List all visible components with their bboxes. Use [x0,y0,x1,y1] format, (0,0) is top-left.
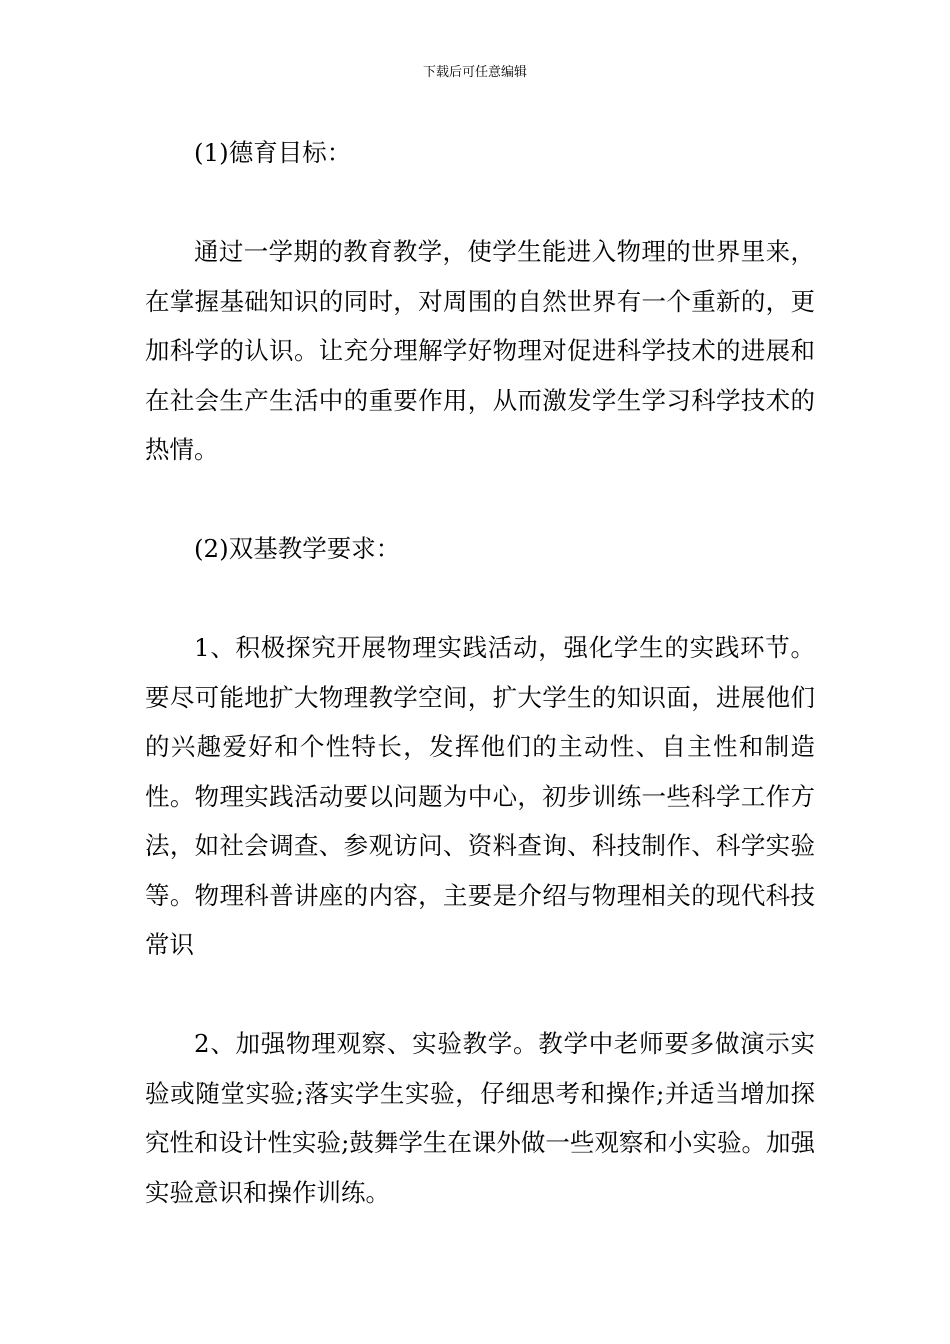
page-header: 下载后可任意编辑 [422,65,527,80]
spacer [145,970,815,1020]
moral-goal-paragraph: 通过一学期的教育教学，使学生能进入物理的世界里来，在掌握基础知识的同时，对周围的自然世界有一个重新的，更加科学的认识。让充分理解学好物理对促进科学技术的进展和在社会生产生活中的重要作用，从而激发学生学习科学技术的热情。 [145,237,815,464]
moral-goal-heading: (1)德育目标： [194,138,352,167]
basics-requirement-heading: (2)双基教学要求： [194,534,401,563]
document-body [145,128,815,1217]
spacer [145,574,815,624]
requirement-item-1: 1、积极探究开展物理实践活动，强化学生的实践环节。要尽可能地扩大物理教学空间，扩大学生的知识面，进展他们的兴趣爱好和个性特长，发挥他们的主动性、自主性和制造性。物理实践活动要以问题为中心，初步训练一些科学工作方法，如社会调查、参观访问、资料查询、科技制作、科学实验等。物理科普讲座的内容，主要是介绍与物理相关的现代科技常识 [145,633,815,959]
spacer [145,475,815,525]
requirement-item-2: 2、加强物理观察、实验教学。教学中老师要多做演示实验或随堂实验;落实学生实验，仔细思考和操作;并适当增加探究性和设计性实验;鼓舞学生在课外做一些观察和小实验。加强实验意识和操作训练。 [145,1029,815,1207]
spacer [145,178,815,228]
